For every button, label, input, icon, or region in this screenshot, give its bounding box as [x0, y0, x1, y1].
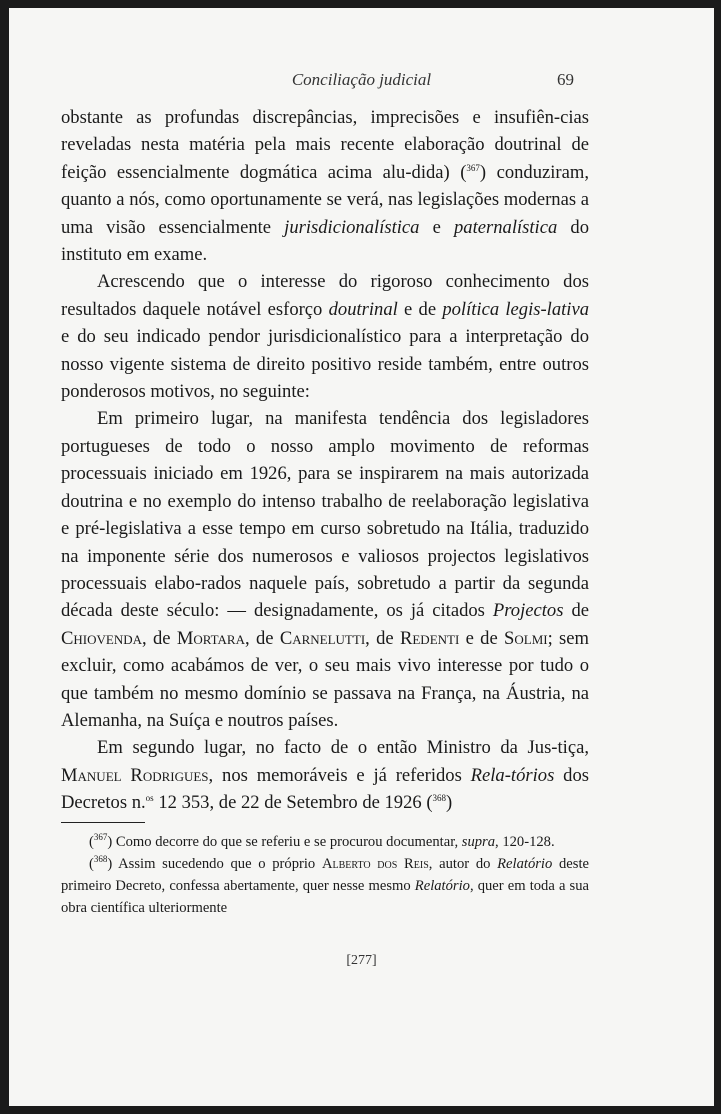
paragraph-1: [61, 104, 589, 268]
p1-text-a: obstante as profundas discrepâncias, imprecisões e insufiên-cias reveladas nesta matéria pela mais recente elaboração doutrinal de feição essencialmente dogmática acima alu-dida) (: [61, 107, 589, 183]
fn367-text-c: , 120-128.: [495, 834, 555, 850]
author-redenti: Redenti: [399, 627, 460, 649]
p3-text-g: ; sem excluir, como acabámos de ver, o seu mais vivo interesse por tudo o que também no mesmo domínio se passava na França, na Áustria, na Alemanha, na Suíça e noutros países.: [61, 627, 590, 731]
footnote-ref-367: 367: [466, 162, 480, 173]
p2-text-b: e de: [397, 298, 443, 320]
p4-text-c: dos Decretos n.: [61, 764, 589, 814]
p4-text-a: Em segundo lugar, no facto de o então Ministro da Jus-tiça,: [97, 737, 589, 759]
author-alberto-dos-reis: Alberto dos Reis: [321, 856, 429, 872]
fn368-text-a: (: [89, 856, 94, 872]
p3-text-d: , de: [245, 627, 280, 649]
p2-italic-2: política legis-lativa: [442, 298, 590, 320]
footnote-368: [61, 853, 589, 919]
p1-italic-2: paternalística: [453, 216, 558, 238]
p2-italic-1: doutrinal: [328, 298, 398, 320]
fn367-text-b: ) Como decorre do que se referiu e se procurou documentar,: [107, 834, 462, 850]
fn367-number: 367: [93, 832, 108, 843]
p4-superscript-os: os: [145, 792, 154, 803]
leaf-number: [277]: [346, 953, 377, 968]
p4-text-d: 12 353, de 22 de Setembro de 1926 (: [153, 792, 433, 814]
fn367-text-a: (: [89, 834, 94, 850]
p3-italic-1: Projectos: [492, 600, 564, 622]
fn368-italic-1: Relatório: [497, 856, 553, 872]
p1-text-b: ) conduziram, quanto a nós, como oportunamente se verá, nas legislações modernas a uma visão essencialmente: [61, 161, 589, 238]
paragraph-2: [61, 268, 589, 405]
fn367-italic-1: supra: [461, 834, 496, 850]
book-page: [9, 8, 714, 1106]
footnote-rule: [61, 822, 145, 823]
p1-text-c: e: [419, 216, 454, 238]
p4-text-b: , nos memoráveis e já referidos: [208, 764, 471, 786]
fn368-text-b: ) Assim sucedendo que o próprio: [107, 856, 322, 872]
footnotes: [61, 822, 589, 919]
footnote-367: [61, 831, 589, 853]
p1-italic-1: jurisdicionalística: [284, 216, 420, 238]
fn368-italic-2: Relatório: [414, 878, 470, 894]
fn368-text-e: , quer em toda a sua obra científica ulteriormente: [61, 878, 589, 916]
author-solmi: Solmi: [504, 627, 548, 649]
paragraph-4: [61, 734, 589, 816]
p4-text-e: ): [446, 792, 453, 814]
author-chiovenda: Chiovenda: [61, 627, 143, 649]
p3-text-f: e de: [459, 627, 505, 649]
p3-text-b: de: [563, 600, 589, 622]
running-head: [9, 70, 714, 94]
p4-italic-1: Rela-tórios: [470, 764, 555, 786]
p2-text-c: e do seu indicado pendor jurisdicionalístico para a interpretação do nosso vigente sistema de direito positivo reside também, entre outros ponderosos motivos, no seguinte:: [61, 326, 589, 403]
running-title: Conciliação judicial: [291, 70, 432, 89]
p3-text-e: , de: [365, 627, 400, 649]
p3-text-a: Em primeiro lugar, na manifesta tendência dos legisladores portugueses de todo o nosso amplo movimento de reformas processuais iniciado em 1926, para se inspirarem na mais autorizada doutrina e no exemplo do intenso trabalho de reelaboração legislativa e pré-legislativa a esse tempo em curso sobretudo na Itália, traduzido na imponente série dos numerosos e valiosos projectos legislativos processuais elabo-rados naquele país, sobretudo a partir da segunda década deste século: — designadamente, os já citados: [61, 408, 589, 622]
author-mortara: Mortara: [176, 627, 245, 649]
fn368-text-d: deste primeiro Decreto, confessa abertamente, quer nesse mesmo: [61, 856, 589, 894]
paragraph-3: [61, 405, 589, 734]
fn368-number: 368: [93, 854, 108, 865]
body-text: [61, 104, 589, 817]
p3-text-c: , de: [142, 627, 177, 649]
footnote-ref-368: 368: [432, 792, 447, 803]
page-number: 69: [557, 70, 574, 89]
fn368-text-c: , autor do: [428, 856, 498, 872]
p2-text-a: Acrescendo que o interesse do rigoroso conhecimento dos resultados daquele notável esforço: [61, 271, 589, 320]
author-carnelutti: Carnelutti: [279, 627, 366, 649]
author-manuel-rodrigues: Manuel Rodrigues: [61, 764, 209, 786]
p1-text-d: do instituto em exame.: [61, 216, 589, 266]
